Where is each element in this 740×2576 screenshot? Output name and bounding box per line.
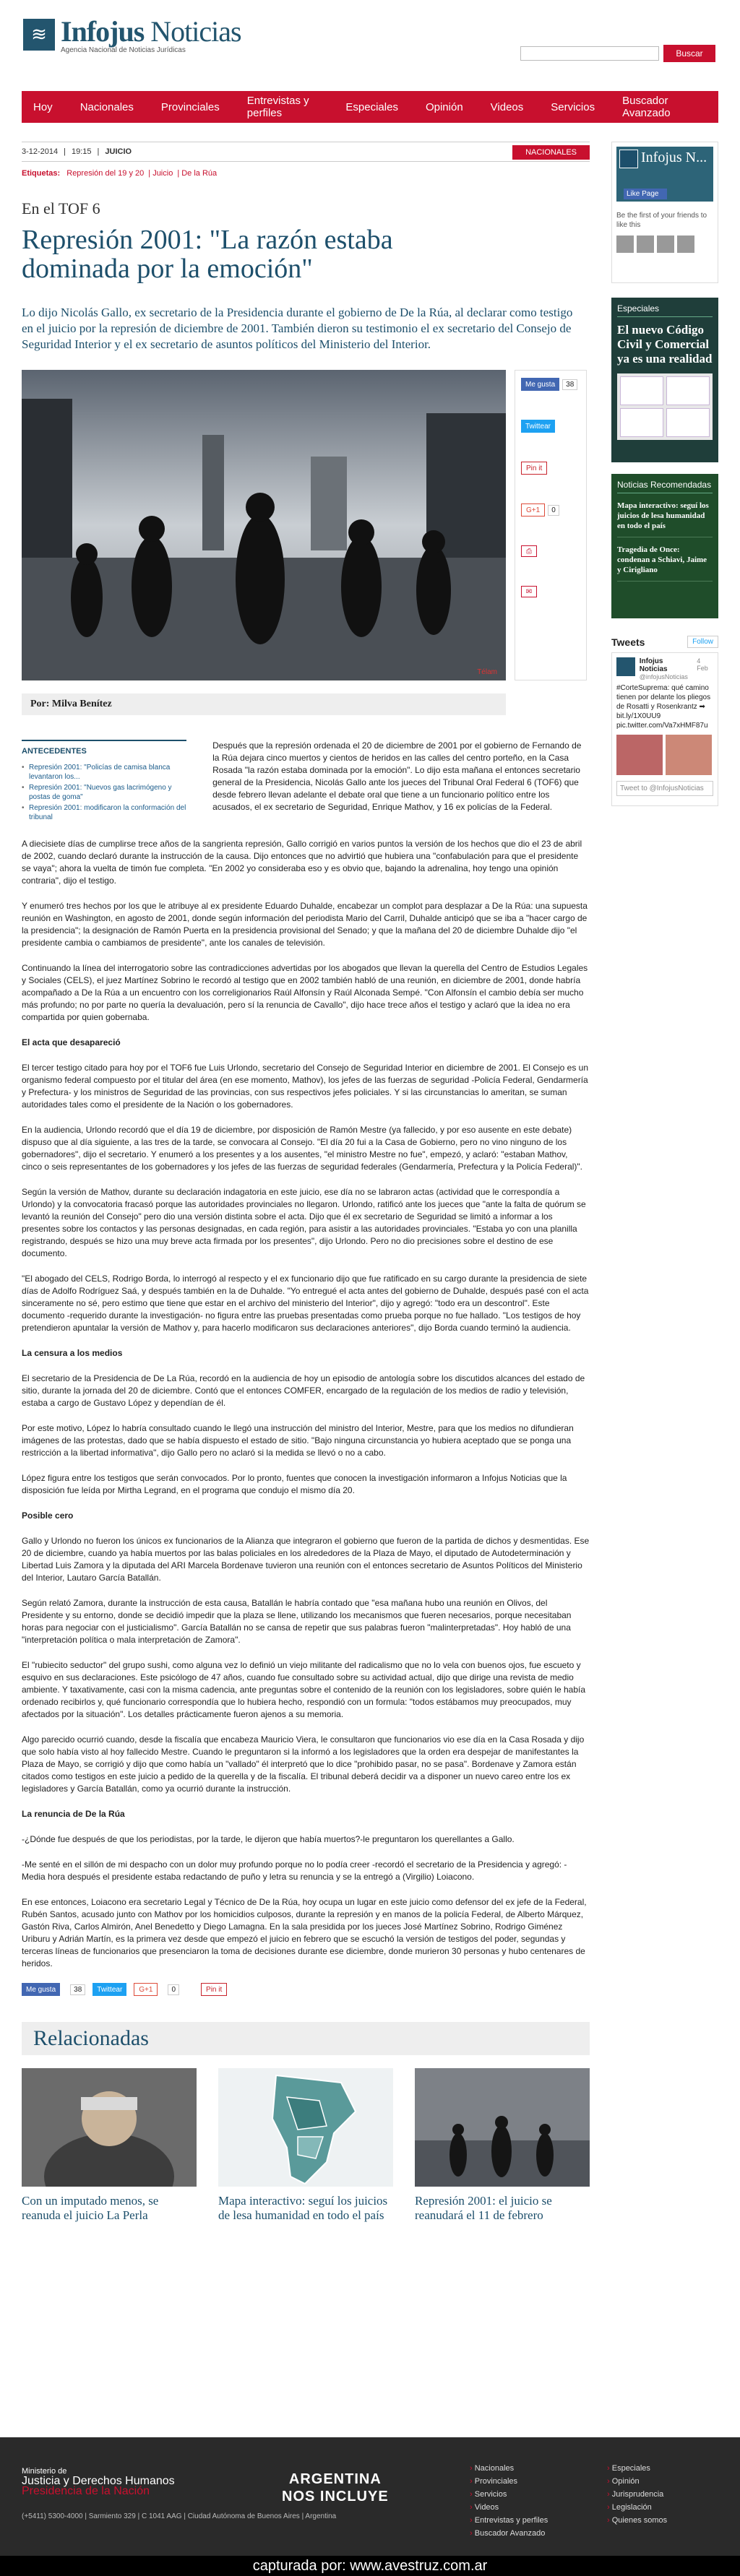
facebook-like-button[interactable]: Me gusta [521, 378, 559, 391]
article-paragraph: Por este motivo, López lo habría consultado cuando le llegó una instrucción del ministro del Interior, Mestre, para que los medios no difundieran imágenes de las protestas, dado que se había dispuesto el estado de sitio. "Bajo ninguna circunstancia yo hubiera aceptado que se ponga una restricción a la libertad informativa", dijo Gallo pero no aclaró si la medida se llevó o no a cabo. [22, 1423, 574, 1458]
recomendadas-block [611, 474, 718, 618]
article-paragraph: López figura entre los testigos que serán convocados. Por lo pronto, fuentes que conocen la investigación informaron a Infojus Noticias que la disposición fue leída por Mirtha Legrand, en el programa que condujo el mismo día 20. [22, 1473, 567, 1495]
article-paragraph: -Me senté en el sillón de mi despacho con un dolor muy profundo porque no lo podía creer -recordó el secretario de la Presidencia y agregó: -Media hora después el presidente estaba redactando de puño y letra su renuncia y se la entregó a (Virgilio) Loiacono. [22, 1859, 567, 1882]
share-column [515, 370, 587, 680]
article-paragraph: "El abogado del CELS, Rodrigo Borda, lo interrogó al respecto y el ex funcionario dijo que fue ratificado en su cargo durante la presidencia de siete días de Adolfo Rodríguez Saá, y después también en la de Duhalde. "Yo entregué el acta antes del gobierno de Duhalde, después pasé con el acta sinceramente no sé, pero estimo que tiene que estar en el archivo del ministerio del Interior", dijo y agregó: "todo era un descontrol". Este documento -requerido durante la investigación- no figura entre las pruebas presentadas como prueba porque no fue hallado. "Los testigos de hoy pretendieron apuntalar la versión de Mathov y, para hacerlo modificaron sus declaraciones anteriores", dijo Borda cuando terminó la audiencia. [22, 1274, 589, 1333]
related-photo [415, 2068, 590, 2187]
google-plus-button[interactable]: G+1 [134, 1983, 158, 1996]
tags: Etiquetas: Represión del 19 y 20 | Juicio | De la Rúa [22, 169, 218, 178]
print-icon[interactable]: ⎙ [521, 545, 537, 557]
twitter-button[interactable]: Twittear [92, 1983, 126, 1996]
antecedentes-link[interactable]: • Represión 2001: "Policías de camisa blanca levantaron los... [22, 763, 186, 782]
ministerio-logo[interactable]: Ministerio de Justicia y Derechos Humanos Presidencia de la Nación [22, 2467, 175, 2497]
article-subheading: El acta que desapareció [22, 1037, 121, 1047]
recomendadas-heading: Noticias Recomendadas [617, 480, 713, 493]
article-subheading: La censura a los medios [22, 1348, 123, 1358]
related-article[interactable] [218, 2068, 393, 2223]
avatar[interactable] [616, 657, 635, 676]
site-header [0, 0, 740, 119]
tags-label: Etiquetas: [22, 169, 61, 178]
article-photo [22, 370, 506, 680]
article-meta: 3-12-2014 | 19:15 | JUICIO NACIONALES [22, 142, 590, 162]
site-footer [0, 2437, 740, 2556]
facebook-count: 38 [70, 1984, 85, 1995]
especiales-heading: Especiales [617, 303, 713, 317]
article-time: 19:15 [72, 147, 92, 156]
facebook-faces [616, 235, 713, 253]
especiales-title[interactable]: El nuevo Código Civil y Comercial ya es una realidad [617, 323, 713, 366]
main-content [22, 142, 590, 2223]
footer-link[interactable]: › Servicios [470, 2488, 548, 2501]
facebook-like-text: Be the first of your friends to like this [616, 212, 707, 229]
article-paragraph: Continuando la línea del interrogatorio sobre las contradicciones advertidas por los abogados que llevan la querella del Centro de Estudios Legales y Sociales (CELS), el juez Martínez Sobrino le recordó al testigo que en 2002 también habló de una reunión, en diciembre de 2001, donde habría acompañado a De la Rúa a un encuentro con los correligionarios Raúl Alfonsín y Raúl Alconada Sempé. "Con Alfonsín el cambio debía ser mucho más profundo; no por parte no quería la devaluación, pero sí la renuncia de Cavallo", dijo hace trece años el testigo y aclaró que la idea no era compartida por quien gobernaba. [22, 963, 588, 1022]
article-paragraph: El secretario de la Presidencia de De La Rúa, recordó en la audiencia de hoy un episodio de antología sobre los discutidos alcances del estado de sitio, durante la jornada del 20 de diciembre. Contó que el entonces COMFER, encargado de la regulación de los medios de radio y televisión, estaba a cargo de Gustavo López y dependían de él. [22, 1373, 585, 1408]
pinterest-button[interactable]: Pin it [521, 462, 547, 475]
sidebar [611, 142, 718, 806]
twitter-widget [611, 636, 718, 806]
tag-link[interactable]: Juicio [152, 169, 173, 178]
search-input[interactable] [520, 46, 659, 61]
capture-banner: capturada por: www.avestruz.com.ar [0, 2556, 740, 2576]
article-date: 3-12-2014 [22, 147, 59, 156]
related-image [218, 2068, 393, 2187]
especiales-image [617, 373, 713, 440]
argentina-map-image [218, 2068, 393, 2187]
related-article[interactable] [22, 2068, 197, 2223]
facebook-count: 38 [562, 379, 577, 390]
recomendada-link[interactable]: Tragedia de Once: condenan a Schiavi, Jaime y Cirigliano [617, 545, 713, 582]
brand-name: Infojus Noticias [61, 15, 241, 48]
related-title[interactable]: Mapa interactivo: seguí los juicios de lesa humanidad en todo el país [218, 2194, 388, 2222]
footer-link[interactable]: › Jurisprudencia [607, 2488, 667, 2501]
relacionadas-heading: Relacionadas [22, 2022, 590, 2055]
related-image [415, 2068, 590, 2187]
recomendada-link[interactable]: Mapa interactivo: seguí los juicios de lesa humanidad en todo el país [617, 501, 713, 537]
footer-link[interactable]: › Videos [470, 2501, 548, 2514]
footer-link[interactable]: › Legislación [607, 2501, 667, 2514]
nav-item[interactable]: Provinciales [160, 100, 220, 113]
article-title: Represión 2001: "La razón estaba dominada por la emoción" [22, 225, 393, 284]
article-paragraph: Gallo y Urlondo no fueron los únicos ex funcionarios de la Alianza que integraron el gobierno que fueron de la partida de dichos y desmentidas. Ese 20 de diciembre, cuando ya había muertos por las balas policiales en los alrededores de la Plaza de Mayo, el diputado de Autodeterminación y Libertad Luis Zamora y la diputada del ARI Marcela Bordenave tuvieron una reunión con el entonces secretario de Asuntos Políticos del Ministerio del Interior, Lautaro García Batallán. [22, 1536, 590, 1583]
tweets-heading: Tweets [611, 636, 645, 648]
nav-item[interactable]: Videos [490, 100, 524, 113]
google-plus-count: 0 [548, 505, 559, 516]
bottom-share-bar [22, 1983, 590, 1996]
related-image [22, 2068, 197, 2187]
nav-item[interactable]: Opinión [425, 100, 463, 113]
follow-button[interactable]: Follow [687, 636, 718, 648]
related-article[interactable] [415, 2068, 590, 2223]
nav-item[interactable]: Hoy [33, 100, 53, 113]
article-body [22, 838, 590, 1970]
tweet-images[interactable] [616, 735, 713, 775]
article-paragraph: En ese entonces, Loiacono era secretario Legal y Técnico de De la Rúa, hoy ocupa un lugar en este juicio como defensor del ex jefe de la Federal, Rubén Santos, acusado junto con Mathov por los homicidios culposos, durante la represión y en manos de la policía Federal, de Alberto Márquez, Gastón Riva, Carlos Almirón, Anel Benedetto y Diego Lamagna. En la sala presidida por los jueces José Martínez Sobrino, Rodrigo Giménez Uriburu y Adrián Martín, es la primera vez desde que empezó el juicio en febrero que se escuchó la versión de testigos del poder, segundas y terceras líneas de funcionarios que presenciaron la toma de decisiones durante ese diciembre, donde murieron 30 personas y hubo centenares de heridos. [22, 1897, 587, 1968]
riot-police-photo [22, 370, 506, 680]
pinterest-button[interactable]: Pin it [201, 1983, 227, 1996]
page-avatar-icon [619, 150, 638, 168]
footer-link[interactable]: › Opinión [607, 2475, 667, 2488]
antecedentes-box [22, 740, 186, 824]
footer-address: (+5411) 5300-4000 | Sarmiento 329 | C 1041 AAG | Ciudad Autónoma de Buenos Aires | Argentina [22, 2512, 337, 2520]
antecedentes-title: ANTECEDENTES [22, 747, 87, 756]
google-plus-count: 0 [168, 1984, 179, 1995]
article-paragraph: Y enumeró tres hechos por los que le atribuye al ex presidente Eduardo Duhalde, encabezar un complot para desplazar a De la Rúa: una supuesta reunión en Washington, en agosto de 2001, donde según información del periodista Mario del Carril, Duhalde anticipó que se iba a "hacer cargo de la presidencia"; la designación de Ramón Puerta en la presidencia provisional del Senado; y que la mañana del 20 de diciembre Duhalde dijo "el presidente cambia o cambiamos de presidente", ante los canales de televisión. [22, 901, 588, 948]
argentina-logo: ARGENTINA NOS INCLUYE [282, 2471, 389, 2504]
footer-link[interactable]: › Especiales [607, 2462, 667, 2475]
section-badge[interactable]: NACIONALES [512, 145, 590, 160]
article-paragraph: Según relató Zamora, durante la instrucción de esta causa, Batallán le habría contado que "esa mañana hubo una reunión en Olivos, del Presidente y su entorno, donde se decidió impedir que la plaza se llene, utilizando los mecanismos que fueren necesarios, porque necesitaban horas para negociar con el justicialismo". García Batallán no se cansa de repetir que sus palabras fueron "malinterpretadas". Hoy habló de una "interpretación política o mala interpretación de Zamora". [22, 1598, 572, 1645]
twitter-button[interactable]: Twittear [521, 420, 555, 433]
footer-link[interactable]: › Provinciales [470, 2475, 548, 2488]
brand-subtitle: Agencia Nacional de Noticias Jurídicas [61, 46, 186, 54]
article-paragraph: En la audiencia, Urlondo recordó que el día 19 de diciembre, por disposición de Ramón Mestre (ya fallecido, y por eso ausente en este debate) dispuso que al día siguiente, a las tres de la tarde, se convocara al Consejo. "El día 20 fui a la Casa de Gobierno, pero no vino ninguno de los gobernadores", dijo el secretario. Y enumeró a los presentes y a los ausentes, "el ministro Mestre no fue", empezó, y aclaró: "estaban Mathov, cinco o seis representantes de los gobernadores y los jefes de las fuerzas de seguridad federales (Gendarmería, Prefectura y la Policía Federal)". [22, 1125, 583, 1172]
facebook-page-widget [611, 142, 718, 283]
article-subheading: Posible cero [22, 1510, 74, 1521]
footer-link[interactable]: › Quienes somos [607, 2514, 667, 2527]
relacionadas-list [22, 2068, 590, 2223]
article-kicker: En el TOF 6 [22, 199, 100, 217]
nav-item[interactable]: Buscador Avanzado [622, 95, 671, 119]
tweet-text: #CorteSuprema: qué camino tienen por delante los pliegos de Rosatti y Rosenkrantz ➡ bit.ly/1X0UU9 pic.twitter.com/Va7xHMF87u [616, 684, 711, 730]
footer-link[interactable]: › Buscador Avanzado [470, 2527, 548, 2540]
related-title[interactable]: Con un imputado menos, se reanuda el juicio La Perla [22, 2194, 159, 2222]
tag-link[interactable]: De la Rúa [181, 169, 218, 178]
site-logo[interactable] [23, 15, 241, 54]
search-button[interactable]: Buscar [663, 45, 715, 62]
footer-link[interactable]: › Nacionales [470, 2462, 548, 2475]
photo-credit: Télam [477, 668, 497, 676]
mail-icon[interactable]: ✉ [521, 586, 537, 597]
footer-links-1 [470, 2462, 548, 2540]
facebook-cover[interactable]: Infojus N... [616, 147, 713, 202]
article-paragraph: El "rubiecito seductor" del grupo sushi, como alguna vez lo definió un viejo militante del radicalismo que no lo vela con buenos ojos, fue escueto y esquivo en sus declaraciones. Este psicólogo de 47 años, cuando fue consultado sobre su actividad actual, dijo que dirige una revista de medio ambiente. Y taxativamente, casi con la misma cadencia, ante preguntas sobre el contenido de la reunión con los legisladores, sobre quién le había ordenado recibirlos y, qué funcionario correspondía que lo hubiera hecho, respondió con un formula: "todos estábamos muy preocupados, muy afectados por la situación". Los detalles prácticamente fueron ajenos a su memoria. [22, 1660, 586, 1719]
article-paragraph: A diecisiete días de cumplirse trece años de la sangrienta represión, Gallo corrigió en varios puntos la versión de los hechos que dio el 23 de abril de 2002, cuando declaró durante la instrucción de la causa. Dijo entonces que no advirtió que hubiera una "confabulación para que el presidente se vaya"; ahora la vuelta de timón fue completa. "En 2002 yo consideraba eso y es obvio que, bajando la adrenalina, hoy tengo una opinión contraria", dijo el testigo. [22, 839, 582, 886]
related-title[interactable]: Represión 2001: el juicio se reanudará el 11 de febrero [415, 2194, 552, 2222]
google-plus-button[interactable]: G+1 [521, 503, 545, 517]
facebook-like-button[interactable]: Me gusta [22, 1983, 60, 1996]
tweet-handle: @infojusNoticias [639, 673, 688, 680]
tweet-author[interactable]: Infojus Noticias [639, 657, 668, 673]
article-paragraph: -¿Dónde fue después de que los periodistas, por la tarde, le dijeron que había muertos?-le preguntaron los querellantes a Gallo. [22, 1834, 515, 1844]
related-photo [22, 2068, 197, 2187]
antecedentes-link[interactable]: • Represión 2001: "Nuevos gas lacrimógeno y postas de goma" [22, 783, 186, 802]
nav-item[interactable]: Servicios [551, 100, 595, 113]
article-section: JUICIO [105, 147, 132, 156]
tweet-date: 4 Feb [697, 657, 708, 672]
facebook-like-page-button[interactable]: Like Page [624, 189, 667, 199]
antecedentes-link[interactable]: • Represión 2001: modificaron la conformación del tribunal [22, 803, 186, 822]
nav-item[interactable]: Nacionales [79, 100, 134, 113]
tweet-input[interactable]: Tweet to @InfojusNoticias [616, 781, 713, 796]
especiales-block[interactable] [611, 298, 718, 462]
article-paragraph: Según la versión de Mathov, durante su declaración indagatoria en este juicio, ese día no se labraron actas (actividad que le correspondía a Urlondo) y la convocatoria fracasó porque las autoridades provinciales no llegaron. Urlondo, ratificó ante los jueces que "ante la falta de quórum se levantó la reunión del Consejo" pero dio una versión distinta sobre el acta. Dijo que él ex secretario de Seguridad se limitó a informar a los presentes sobre los contactos y las personas designadas, en cada región, para asistir a las autoridades provinciales. "Estaba yo con una planilla registrando, después se hizo una muy breve acta firmada por los presentes", dijo Urlondo. Pero no dio precisiones sobre el destino de ese documento. [22, 1187, 586, 1258]
article-paragraph: El tercer testigo citado para hoy por el TOF6 fue Luis Urlondo, secretario del Consejo de Seguridad Interior en diciembre de 2001. El Consejo es un organismo federal compuesto por el titular del área (en ese momento, Mathov), los jefes de las fuerzas de seguridad -Policía Federal, Gendarmería y Prefectura- y los ministros de Seguridad de las provincias, con sus respectivos jefes policiales. Y si las circunstancias lo ameritan, se suman autoridades tales como el presidente de la Nación o los gobernadores. [22, 1063, 589, 1110]
article-subheading: La renuncia de De la Rúa [22, 1809, 125, 1819]
article-intro: Después que la represión ordenada el 20 de diciembre de 2001 por el gobierno de Fernando de la Rúa dejara cinco muertos y cientos de heridos en las calles del centro porteño, en la Casa Rosada "la razón estaba dominada por la emoción". Lo dijo esta mañana el entonces secretario general de la Presidencia, Nicolás Gallo ante los jueces del Tribunal Oral Federal 6 (TOF6) que desde febrero llevan adelante el debate oral que tiene a un funcionario político entre los acusados, el ex secretario de Seguridad, Enrique Mathov, y 16 ex policías de la Federal. [212, 740, 582, 812]
logo-mark-icon: ≋ [23, 19, 55, 51]
footer-links-2 [607, 2462, 667, 2527]
article-paragraph: Algo parecido ocurrió cuando, desde la fiscalía que encabeza Mauricio Viera, le consultaron que funcionarios vio ese día en la Casa Rosada y dijo que solo había visto al hoy fallecido Mestre. Cuando le preguntaron si la informó a los legisladores que la orden era despejar de manifestantes la Plaza de Mayo, se corrigió y dijo que como había un "vallado" él interpretó que lo dice "prohibido pasar, no se pasa". Bordenave y Zamora están citados como testigos en este juicio a pedido de la querella y de la fiscalía. El tribunal deberá decidir va a disponer un nuevo careo entre los ex legisladores y García Batallán, como ya ocurrió durante la instrucción. [22, 1734, 585, 1794]
nav-item[interactable]: Especiales [345, 100, 398, 113]
article-lead: Lo dijo Nicolás Gallo, ex secretario de la Presidencia durante el gobierno de De la Rúa, al declarar como testigo en el juicio por la represión de diciembre de 2001. También dieron su testimonio el ex secretario del Consejo de Seguridad Interior y el ex secretario de asuntos políticos del Ministerio del Interior. [22, 306, 573, 351]
nav-item[interactable]: Entrevistas y perfiles [246, 95, 309, 119]
footer-link[interactable]: › Entrevistas y perfiles [470, 2514, 548, 2527]
tag-link[interactable]: Represión del 19 y 20 [66, 169, 145, 178]
main-nav [22, 91, 718, 123]
byline: Por: Milva Benítez [22, 693, 506, 715]
